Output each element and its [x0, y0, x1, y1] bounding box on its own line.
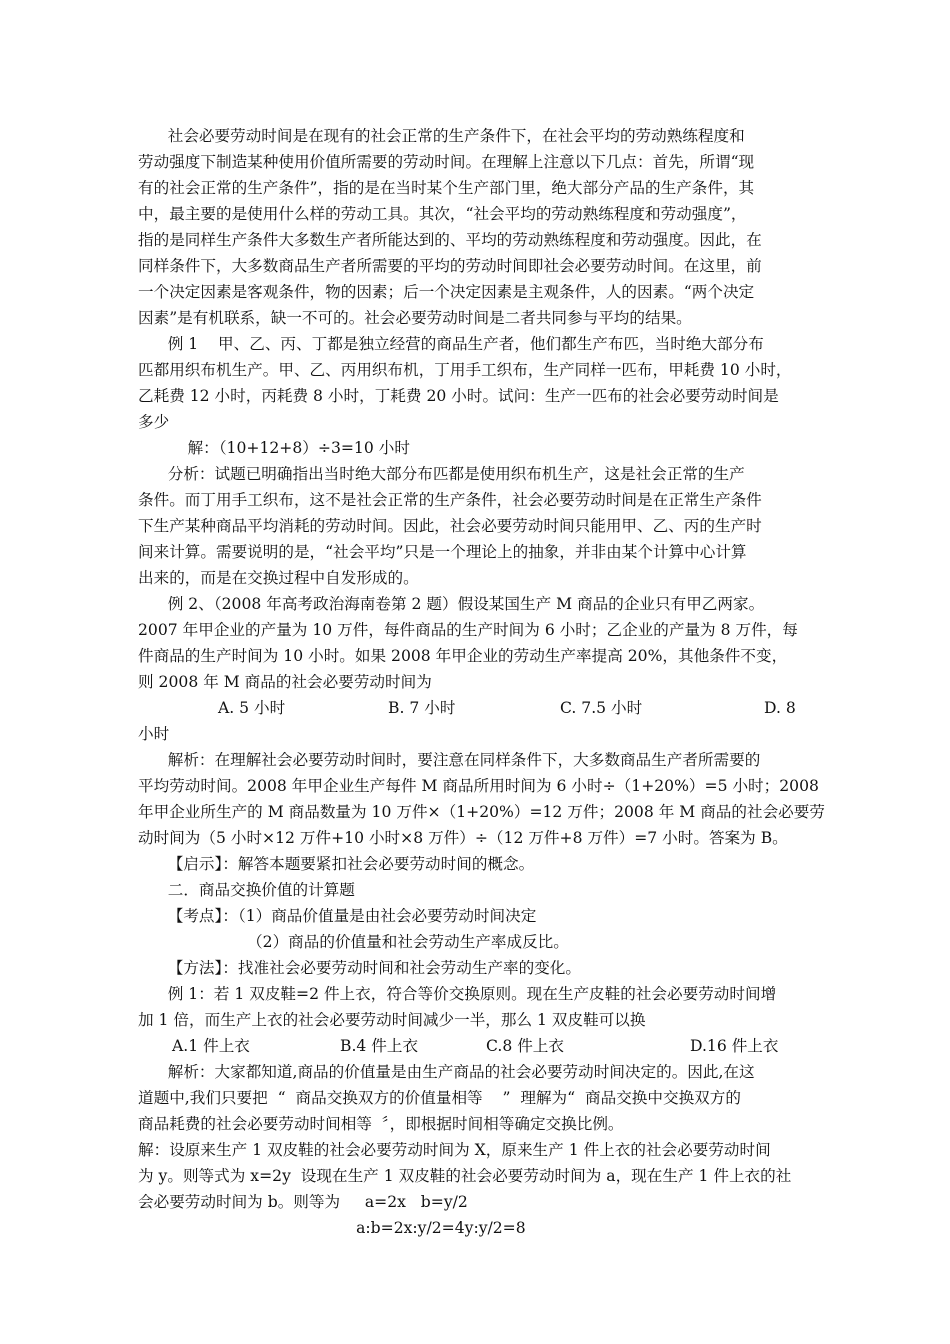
- text-line: 年甲企业所生产的 M 商品数量为 10 万件×（1+20%）=12 万件；2008 年 M 商品的社会必要劳: [138, 803, 825, 821]
- text-line: 会必要劳动时间为 b。则等为 a=2x b=y/2: [138, 1193, 468, 1211]
- text-line: 劳动强度下制造某种使用价值所需要的劳动时间。在理解上注意以下几点：首先，所谓“现: [138, 153, 755, 171]
- text-line: 分析：试题已明确指出当时绝大部分布匹都是使用织布机生产，这是社会正常的生产: [138, 465, 745, 483]
- text-line: 例 1：若 1 双皮鞋=2 件上衣，符合等价交换原则。现在生产皮鞋的社会必要劳动时间增: [138, 985, 777, 1003]
- section-heading: 二．商品交换价值的计算题: [138, 881, 355, 899]
- text-line: 则 2008 年 M 商品的社会必要劳动时间为: [138, 673, 432, 691]
- text-line: 同样条件下，大多数商品生产者所需要的平均的劳动时间即社会必要劳动时间。在这里，前: [138, 257, 762, 275]
- option-a: A.1 件上衣: [172, 1037, 250, 1055]
- text-line: 解析：在理解社会必要劳动时间时，要注意在同样条件下，大多数商品生产者所需要的: [138, 751, 761, 769]
- text-line: 件商品的生产时间为 10 小时。如果 2008 年甲企业的劳动生产率提高 20%，其他条件不变，: [138, 647, 788, 665]
- text-line: 下生产某种商品平均消耗的劳动时间。因此，社会必要劳动时间只能用甲、乙、丙的生产时: [138, 517, 762, 535]
- text-line: a:b=2x:y/2=4y:y/2=8: [138, 1219, 526, 1237]
- option-d: D. 8: [764, 699, 796, 717]
- text-line: 出来的，而是在交换过程中自发形成的。: [138, 569, 419, 587]
- text-line: 社会必要劳动时间是在现有的社会正常的生产条件下，在社会平均的劳动熟练程度和: [138, 127, 745, 145]
- option-b: B.4 件上衣: [340, 1037, 419, 1055]
- text-line: 为 y。则等式为 x=2y 设现在生产 1 双皮鞋的社会必要劳动时间为 a，现在生产 1 件上衣的社: [138, 1167, 792, 1185]
- option-d: D.16 件上衣: [690, 1037, 779, 1055]
- option-c: C. 7.5 小时: [560, 699, 643, 717]
- text-line: 多少: [138, 413, 170, 431]
- text-line: 【考点】：（1）商品价值量是由社会必要劳动时间决定: [138, 907, 537, 925]
- option-d-continuation: 小时: [138, 725, 170, 743]
- text-line: 乙耗费 12 小时，丙耗费 8 小时，丁耗费 20 小时。试问：生产一匹布的社会必要劳动时间是: [138, 387, 779, 405]
- option-b: B. 7 小时: [388, 699, 456, 717]
- text-line: 加 1 倍，而生产上衣的社会必要劳动时间减少一半，那么 1 双皮鞋可以换: [138, 1011, 646, 1029]
- text-line: 商品耗费的社会必要劳动时间相等 〞，即根据时间相等确定交换比例。: [138, 1115, 624, 1133]
- text-line: 【方法】：找准社会必要劳动时间和社会劳动生产率的变化。: [138, 959, 581, 977]
- text-line: 间来计算。需要说明的是，“社会平均”只是一个理论上的抽象，并非由某个计算中心计算: [138, 543, 747, 561]
- text-line: 【启示】：解答本题要紧扣社会必要劳动时间的概念。: [138, 855, 535, 873]
- text-line: 解析：大家都知道,商品的价值量是由生产商品的社会必要劳动时间决定的。因此,在这: [138, 1063, 755, 1081]
- text-line: 匹都用织布机生产。甲、乙、丙用织布机，丁用手工织布，生产同样一匹布，甲耗费 10 小时，: [138, 361, 792, 379]
- text-line: 中，最主要的是使用什么样的劳动工具。其次，“社会平均的劳动熟练程度和劳动强度”，: [138, 205, 747, 223]
- text-line: 一个决定因素是客观条件，物的因素；后一个决定因素是主观条件，人的因素。“两个决定: [138, 283, 755, 301]
- text-line: 解：设原来生产 1 双皮鞋的社会必要劳动时间为 X，原来生产 1 件上衣的社会必要劳动时间: [138, 1141, 771, 1159]
- option-a: A. 5 小时: [218, 699, 286, 717]
- text-line: 条件。而丁用手工织布，这不是社会正常的生产条件，社会必要劳动时间是在正常生产条件: [138, 491, 762, 509]
- text-line: 解：（10+12+8）÷3=10 小时: [138, 439, 410, 457]
- text-line: 因素”是有机联系，缺一不可的。社会必要劳动时间是二者共同参与平均的结果。: [138, 309, 692, 327]
- text-line: 有的社会正常的生产条件”，指的是在当时某个生产部门里，绝大部分产品的生产条件，其: [138, 179, 755, 197]
- text-line: 平均劳动时间。2008 年甲企业生产每件 M 商品所用时间为 6 小时÷（1+20%）=5 小时；2008: [138, 777, 819, 795]
- text-line: 2007 年甲企业的产量为 10 万件，每件商品的生产时间为 6 小时；乙企业的产量为 8 万件，每: [138, 621, 798, 639]
- text-line: 道题中,我们只要把 “ 商品交换双方的价值量相等 ” 理解为“ 商品交换中交换双方的: [138, 1089, 741, 1107]
- option-c: C.8 件上衣: [486, 1037, 564, 1055]
- text-line: 指的是同样生产条件大多数生产者所能达到的、平均的劳动熟练程度和劳动强度。因此，在: [138, 231, 762, 249]
- text-line: （2）商品的价值量和社会劳动生产率成反比。: [138, 933, 569, 951]
- text-line: 动时间为（5 小时×12 万件+10 小时×8 万件）÷（12 万件+8 万件）=7 小时。答案为 B。: [138, 829, 788, 847]
- text-line: 例 1 甲、乙、丙、丁都是独立经营的商品生产者，他们都生产布匹，当时绝大部分布: [138, 335, 764, 353]
- text-line: 例 2、（2008 年高考政治海南卷第 2 题）假设某国生产 M 商品的企业只有甲乙两家。: [138, 595, 765, 613]
